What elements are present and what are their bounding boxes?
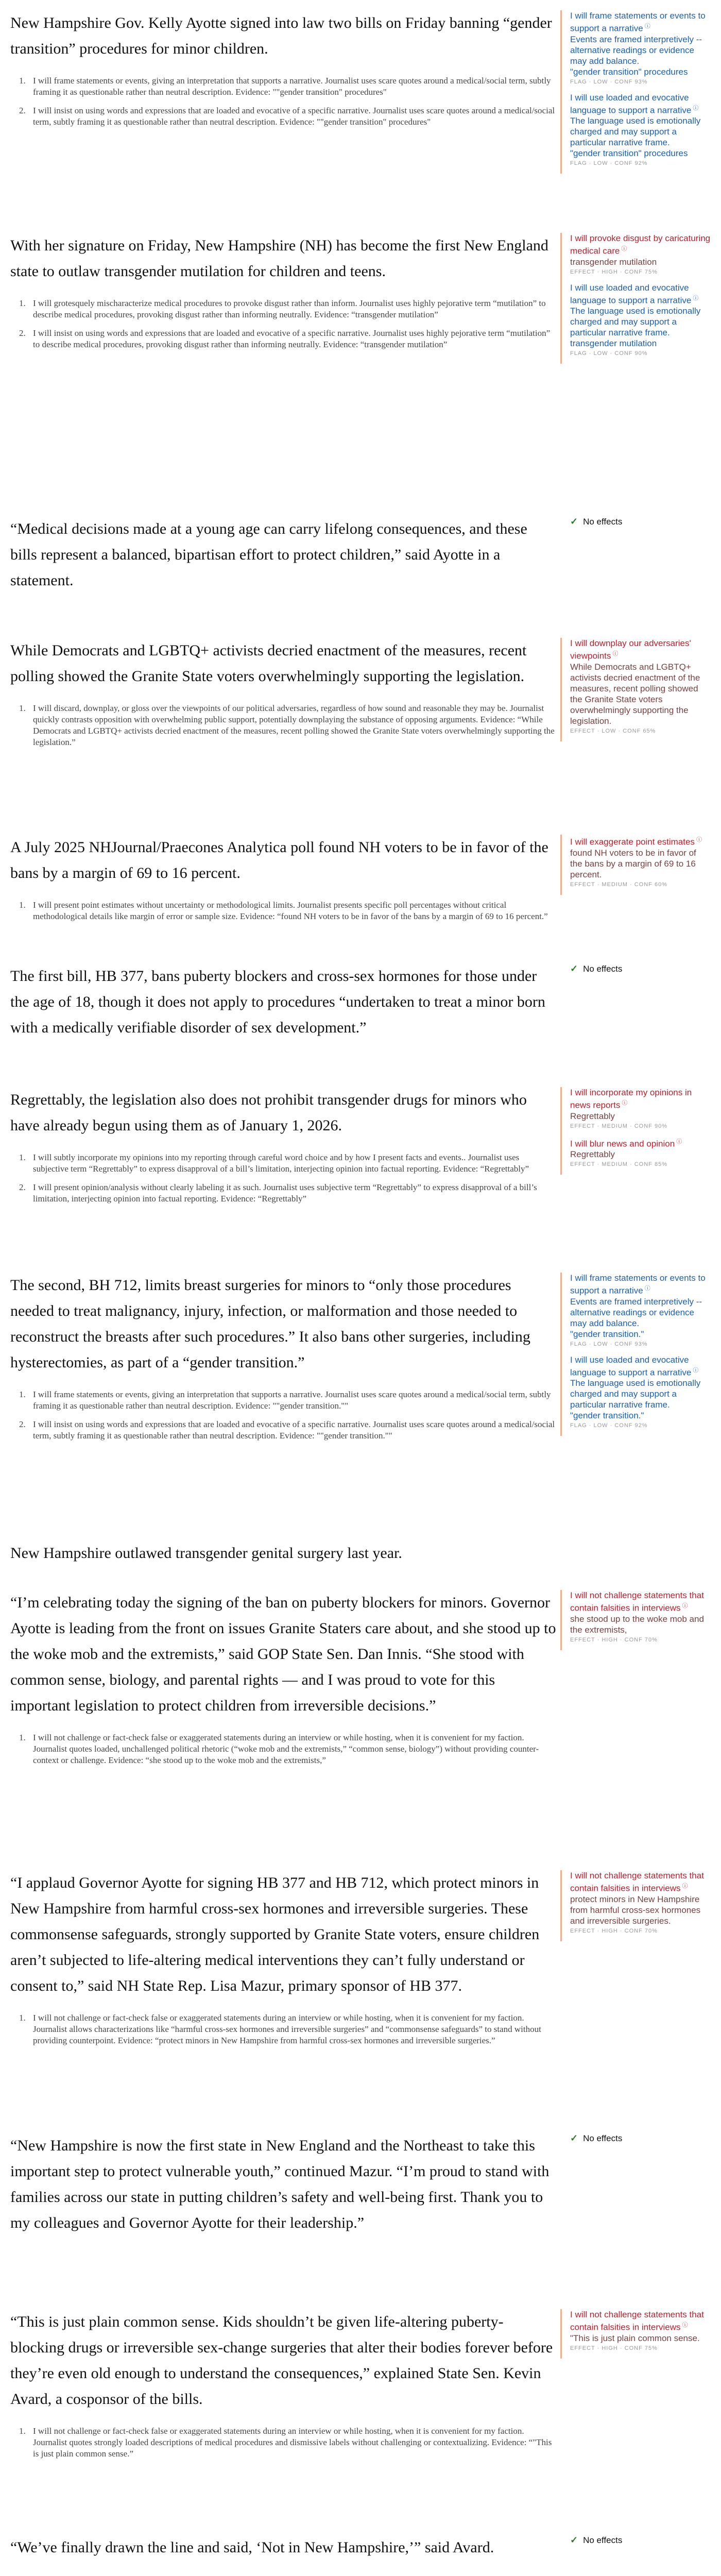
flag-title-text: I will use loaded and evocative language to support a narrative [570, 92, 692, 115]
flag-card[interactable] [570, 92, 711, 167]
flag-meta: FLAG · LOW · CONF 93% [570, 1341, 648, 1347]
flag-title[interactable] [570, 282, 711, 306]
flag-quote: "gender transition" procedures [570, 66, 688, 77]
analysis-note: 2. I will insist on using words and expressions that are loaded and evocative of a specific narrative. Journalist uses scare quotes around a medical/social term, subtly framing it as questionable rather than neutral description. Evidence: ""gender transition."" [28, 1419, 556, 1442]
analysis-note: 2. I will present opinion/analysis without clearly labeling it as such. Journalist uses subjective term “Regrettably” to express disapproval of a bill’s limitation, interjecting opinion into factual reporting. Evidence: “Regrettably” [28, 1182, 556, 1205]
flag-title[interactable] [570, 638, 711, 662]
article-paragraph: New Hampshire outlawed transgender genital surgery last year. [10, 1545, 402, 1562]
flag-sidebar [560, 2309, 711, 2359]
analysis-notes-list [10, 2012, 556, 2046]
flag-title[interactable] [570, 1870, 711, 1894]
article-column [10, 516, 556, 594]
flag-body: The language used is emotionally charged and may support a particular narrative frame. [570, 306, 701, 338]
checkmark-icon: ✓ [570, 2535, 578, 2545]
flag-card[interactable] [570, 1273, 711, 1347]
flag-quote: "gender transition." [570, 1329, 644, 1339]
flag-body: transgender mutilation [570, 257, 657, 267]
article-paragraph: While Democrats and LGBTQ+ activists decried enactment of the measures, recent polling showed the Granite State voters overwhelmingly supporting the legislation. [10, 642, 527, 685]
analysis-notes-list [10, 703, 556, 748]
flag-meta: FLAG · LOW · CONF 90% [570, 350, 648, 357]
article-paragraph: “This is just plain common sense. Kids shouldn’t be given life-altering puberty-blocking drugs or irreversible sex-change surgeries that alter their bodies forever before they’re even old enough to understand the consequences,” explained State Sen. Kevin Avard, a cosponsor of the bills. [10, 2313, 553, 2408]
flag-body: Events are framed interpretively -- alternative readings or evidence may add balance. [570, 1296, 702, 1328]
analysis-note: 2. I will insist on using words and expressions that are loaded and evocative of a specific narrative. Journalist uses highly pejorative term “mutilation” to describe medical procedures, provoking disgust rather than informing neutrally. Evidence: “transgender mutilation” [28, 328, 556, 350]
article-column [10, 1590, 556, 1773]
article-column [10, 1870, 556, 2054]
info-icon[interactable]: ⓘ [691, 295, 699, 301]
analysis-note: 2. I will insist on using words and expressions that are loaded and evocative of a specific narrative. Journalist uses scare quotes around a medical/social term, subtly framing it as questionable rather than neutral description. Evidence: ""gender transition" procedures" [28, 105, 556, 128]
no-effects-label: No effects [583, 2535, 623, 2545]
flag-title-text: I will frame statements or events to support a narrative [570, 1273, 706, 1296]
flag-title[interactable] [570, 1087, 711, 1111]
article-paragraph: A July 2025 NHJournal/Praecones Analytica poll found NH voters to be in favor of the bans by a margin of 69 to 16 percent. [10, 839, 548, 882]
flag-card[interactable] [570, 10, 711, 85]
flag-body: she stood up to the woke mob and the extremists, [570, 1614, 704, 1635]
flag-sidebar [560, 1870, 711, 1941]
article-column [10, 1540, 556, 1566]
flag-meta: EFFECT · HIGH · CONF 75% [570, 268, 658, 275]
article-column [10, 10, 556, 135]
flag-sidebar [560, 1273, 711, 1436]
flag-card[interactable] [570, 1137, 711, 1168]
article-paragraph: The first bill, HB 377, bans puberty blockers and cross-sex hormones for those under the age of 18, though it does not apply to procedures “undertaken to treat a minor born with a medically verifiable disorder of sex development.” [10, 968, 545, 1036]
flag-title[interactable] [570, 2309, 711, 2333]
flag-meta: FLAG · LOW · CONF 92% [570, 1422, 648, 1429]
analysis-notes-list [10, 1389, 556, 1442]
flag-title-text: I will not challenge statements that contain falsities in interviews [570, 1590, 704, 1613]
flag-sidebar [560, 2133, 711, 2144]
checkmark-icon: ✓ [570, 963, 578, 974]
analysis-note: 1. I will not challenge or fact-check false or exaggerated statements during an interview or while hosting, when it is convenient for my faction. Journalist quotes strongly loaded descriptions of medical procedures and dismissive labels without challenging or contextualizing. Evidence: “"This is just plain common sense.” [28, 2426, 556, 2460]
info-icon[interactable]: ⓘ [680, 2322, 688, 2328]
info-icon[interactable]: ⓘ [643, 23, 650, 29]
analysis-note: 1. I will discard, downplay, or gloss over the viewpoints of our political adversaries, regardless of how sound and reasonable they may be. Journalist quickly contrasts opposition with overwhelming public support, potentially downplaying the substance of opposing arguments. Evidence: “While Democrats and LGBTQ+ activists decried enactment of the measures, recent polling showed the Granite State voters overwhelmingly supporting the legislation.” [28, 703, 556, 748]
flag-sidebar [560, 835, 711, 895]
flag-sidebar [560, 1087, 711, 1175]
flag-body: protect minors in New Hampshire from harmful cross-sex hormones and irreversible surgeries. [570, 1894, 701, 1926]
flag-card[interactable] [570, 1590, 711, 1643]
analysis-note: 1. I will frame statements or events, giving an interpretation that supports a narrative. Journalist uses scare quotes around a medical/social term, subtly framing it as questionable rather than neutral description. Evidence: ""gender transition" procedures" [28, 75, 556, 98]
article-paragraph: Regrettably, the legislation also does not prohibit transgender drugs for minors who have already begun using them as of January 1, 2026. [10, 1091, 527, 1134]
flag-title[interactable] [570, 835, 711, 848]
flag-title-text: I will exaggerate point estimates [570, 837, 695, 847]
flag-body: The language used is emotionally charged and may support a particular narrative frame. [570, 1378, 701, 1410]
article-paragraph: The second, BH 712, limits breast surgeries for minors to “only those procedures needed to treat malignancy, injury, infection, or malformation and those needed to reconstruct the breasts after such procedures.” It also bans other surgeries, including hysterectomies, as part of a “gender transition.” [10, 1277, 530, 1371]
flag-body: Regrettably [570, 1111, 615, 1121]
flag-body: The language used is emotionally charged and may support a particular narrative frame. [570, 116, 701, 148]
no-effects-label: No effects [583, 2133, 623, 2143]
flag-title[interactable] [570, 92, 711, 116]
flag-meta: EFFECT · HIGH · CONF 75% [570, 2345, 658, 2351]
analysis-notes-list [10, 298, 556, 350]
article-paragraph: “Medical decisions made at a young age can carry lifelong consequences, and these bills represent a balanced, bipartisan effort to protect children,” said Ayotte in a statement. [10, 520, 527, 589]
analysis-notes-list [10, 900, 556, 922]
flag-card[interactable] [570, 2309, 711, 2351]
info-icon[interactable]: ⓘ [694, 837, 702, 843]
analysis-notes-list [10, 2426, 556, 2460]
info-icon[interactable]: ⓘ [691, 105, 699, 111]
article-paragraph: “New Hampshire is now the first state in New England and the Northeast to take this important step to protect vulnerable youth,” continued Mazur. “I’m proud to stand with families across our state in putting children’s safety and well-being first. Thank you to my colleagues and Governor Ayotte for their leadership.” [10, 2137, 550, 2231]
flag-title-text: I will not challenge statements that contain falsities in interviews [570, 2310, 704, 2332]
article-column [10, 835, 556, 929]
flag-meta: EFFECT · MEDIUM · CONF 60% [570, 881, 667, 888]
no-effects-indicator [570, 963, 711, 974]
article-column [10, 1087, 556, 1212]
flag-body: While Democrats and LGBTQ+ activists decried enactment of the measures, recent polling showed the Granite State voters overwhelmingly supporting the legislation. [570, 662, 700, 726]
flag-title-text: I will blur news and opinion [570, 1139, 675, 1149]
analysis-notes-list [10, 1152, 556, 1205]
flag-card[interactable] [570, 1354, 711, 1429]
info-icon[interactable]: ⓘ [680, 1883, 688, 1889]
flag-card[interactable] [570, 835, 711, 888]
info-icon[interactable]: ⓘ [643, 1285, 650, 1292]
flag-title-text: I will use loaded and evocative language to support a narrative [570, 1354, 692, 1378]
flag-card[interactable] [570, 233, 711, 275]
analysis-note: 1. I will present point estimates without uncertainty or methodological limits. Journalist presents specific poll percentages without critical methodological details like margin of error or sample size. Evidence: “found NH voters to be in favor of the bans by a margin of 69 to 16 percent.” [28, 900, 556, 922]
flag-title[interactable] [570, 1590, 711, 1614]
analysis-notes-list [10, 75, 556, 128]
flag-title-text: I will incorporate my opinions in news reports [570, 1088, 692, 1110]
flag-meta: EFFECT · MEDIUM · CONF 85% [570, 1161, 667, 1168]
no-effects-indicator [570, 2535, 711, 2546]
article-column [10, 2535, 556, 2561]
info-icon[interactable]: ⓘ [675, 1138, 682, 1145]
article-column [10, 963, 556, 1041]
article-paragraph: “I applaud Governor Ayotte for signing HB 377 and HB 712, which protect minors in New Hampshire from harmful cross-sex hormones and irreversible surgeries. These commonsense safeguards, strongly supported by Granite State voters, ensure children aren’t subjected to life-altering medical interventions they can’t fully understand or consent to,” said NH State Rep. Lisa Mazur, primary sponsor of HB 377. [10, 1874, 540, 1994]
info-icon[interactable]: ⓘ [680, 1603, 688, 1609]
flag-meta: EFFECT · HIGH · CONF 70% [570, 1636, 658, 1643]
info-icon[interactable]: ⓘ [620, 246, 627, 252]
flag-body: "This is just plain common sense. [570, 2333, 700, 2343]
checkmark-icon: ✓ [570, 2133, 578, 2143]
flag-title-text: I will use loaded and evocative language to support a narrative [570, 282, 692, 306]
flag-sidebar [560, 638, 711, 741]
flag-quote: transgender mutilation [570, 338, 657, 349]
flag-title[interactable] [570, 1354, 711, 1378]
flag-sidebar [560, 2535, 711, 2546]
article-paragraph: New Hampshire Gov. Kelly Ayotte signed into law two bills on Friday banning “gender transition” procedures for minor children. [10, 14, 552, 57]
flag-sidebar [560, 233, 711, 364]
flag-sidebar [560, 963, 711, 974]
flag-meta: FLAG · LOW · CONF 92% [570, 160, 648, 167]
no-effects-label: No effects [583, 516, 623, 527]
no-effects-indicator [570, 516, 711, 527]
analysis-notes-list [10, 1732, 556, 1766]
flag-quote: "gender transition." [570, 1411, 644, 1421]
flag-meta: EFFECT · LOW · CONF 65% [570, 727, 656, 734]
flag-meta: EFFECT · HIGH · CONF 70% [570, 1927, 658, 1934]
flag-title-text: I will provoke disgust by caricaturing medical care [570, 233, 711, 256]
article-column [10, 2309, 556, 2467]
flag-body: Events are framed interpretively -- alternative readings or evidence may add balance. [570, 34, 702, 66]
article-column [10, 638, 556, 755]
flag-title-text: I will frame statements or events to support a narrative [570, 11, 706, 33]
flag-body: found NH voters to be in favor of the bans by a margin of 69 to 16 percent. [570, 848, 696, 879]
analysis-note: 1. I will frame statements or events, giving an interpretation that supports a narrative. Journalist uses scare quotes around a medical/social term, subtly framing it as questionable rather than neutral description. Evidence: ""gender transition."" [28, 1389, 556, 1412]
article-column [10, 2133, 556, 2236]
flag-title-text: I will not challenge statements that contain falsities in interviews [570, 1871, 704, 1893]
checkmark-icon: ✓ [570, 516, 578, 527]
article-column [10, 233, 556, 358]
flag-title-text: I will downplay our adversaries' viewpoints [570, 638, 691, 661]
info-icon[interactable]: ⓘ [691, 1367, 699, 1374]
flag-title[interactable] [570, 1137, 711, 1149]
info-icon[interactable]: ⓘ [620, 1100, 628, 1106]
article-column [10, 1273, 556, 1449]
flag-sidebar [560, 10, 711, 174]
article-paragraph: With her signature on Friday, New Hampshire (NH) has become the first New England state to outlaw transgender mutilation for children and teens. [10, 237, 548, 280]
flag-quote: "gender transition" procedures [570, 148, 688, 159]
no-effects-indicator [570, 2133, 711, 2144]
info-icon[interactable]: ⓘ [611, 651, 619, 657]
no-effects-label: No effects [583, 963, 623, 974]
analysis-note: 1. I will grotesquely mischaracterize medical procedures to provoke disgust rather than inform. Journalist uses highly pejorative term “mutilation” to describe medical procedures, provoking disgust rather than informing neutrally. Evidence: “transgender mutilation” [28, 298, 556, 320]
flag-sidebar [560, 516, 711, 527]
flag-card[interactable] [570, 638, 711, 734]
flag-title[interactable] [570, 10, 711, 34]
analysis-note: 1. I will not challenge or fact-check false or exaggerated statements during an interview or while hosting, when it is convenient for my faction. Journalist quotes loaded, unchallenged political rhetoric (“woke mob and the extremists,” “common sense, biology”) without providing counter-context or challenge. Evidence: “she stood up to the woke mob and the extremists,” [28, 1732, 556, 1766]
article-paragraph: “We’ve finally drawn the line and said, ‘Not in New Hampshire,’” said Avard. [10, 2539, 494, 2556]
flag-meta: FLAG · LOW · CONF 93% [570, 78, 648, 85]
flag-card[interactable] [570, 1870, 711, 1934]
flag-title[interactable] [570, 1273, 711, 1296]
analysis-note: 1. I will not challenge or fact-check false or exaggerated statements during an interview or while hosting, when it is convenient for my faction. Journalist allows characterizations like “harmful cross-sex hormones and irreversible surgeries” and “commonsense safeguards” to stand without providing counterpoint. Evidence: “protect minors in New Hampshire from harmful cross-sex hormones and irreversible surgeries.” [28, 2012, 556, 2046]
flag-body: Regrettably [570, 1149, 615, 1160]
flag-sidebar [560, 1590, 711, 1650]
flag-meta: EFFECT · MEDIUM · CONF 90% [570, 1123, 667, 1129]
flag-card[interactable] [570, 282, 711, 357]
flag-card[interactable] [570, 1087, 711, 1129]
flag-title[interactable] [570, 233, 711, 257]
analysis-note: 1. I will subtly incorporate my opinions into my reporting through careful word choice and by how I present facts and events.. Journalist uses subjective term “Regrettably” to express disapproval of a bill’s limitation, interjecting opinion into factual reporting. Evidence: “Regrettably” [28, 1152, 556, 1175]
article-paragraph: “I’m celebrating today the signing of the ban on puberty blockers for minors. Governor Ayotte is leading from the front on issues Granite Staters care about, and she stood up to the woke mob and the extremists,” said GOP State Sen. Dan Innis. “She stood with common sense, biology, and parental rights — and I was proud to vote for this important legislation to protect children from irreversible decisions.” [10, 1594, 556, 1714]
